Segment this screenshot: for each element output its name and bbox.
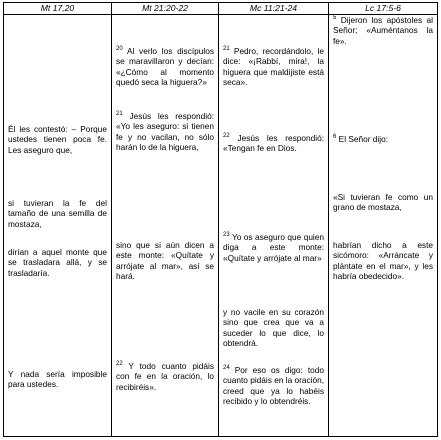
verse-22: [116, 361, 214, 392]
passage-text: si tuvieran la fe del tamaño de una semilla de mostaza,: [8, 198, 107, 229]
passage-text: Y nada sería imposible para ustedes.: [8, 369, 107, 390]
verse-6: [333, 134, 433, 144]
passage-text: «Si tuvieran fe como un grano de mostaza,: [333, 192, 433, 213]
verse-text: Yo os aseguro que quien diga a este monte: «Quítate y arrójate al mar»: [223, 232, 325, 263]
column-mc-11-21-24: [219, 15, 329, 437]
verse-22: [223, 133, 324, 154]
passage-text: dirían a aquel monte que se trasladara allá, y se trasladaría.: [8, 247, 107, 278]
passage-text: sino que si aún dicen a este monte: «Quítate y arrójate al mar», así se hará.: [116, 240, 214, 282]
verse-number: 20: [116, 46, 123, 53]
verse-text: El Señor dijo:: [338, 134, 389, 144]
verse-number: 21: [116, 111, 123, 118]
verse-5: [333, 15, 433, 46]
gospel-comparison-table: [3, 2, 438, 437]
verse-text: Pedro, recordándolo, le dice: «¡Rabbí, mira!, la higuera que maldijiste está seca».: [223, 46, 324, 88]
column-lc-17-5-6: [329, 15, 438, 437]
verse-number: 5: [333, 15, 337, 22]
header-lc-17-5-6: Lc 17:5-6: [329, 3, 438, 15]
verse-text: Dijeron los apóstoles al Señor; «Auméntanos la fe».: [333, 15, 433, 46]
column-mt-21-20-22: [112, 15, 219, 437]
header-row: [4, 3, 438, 15]
passage-text: y no vacile en su corazón sino que crea que va a suceder lo que dice, lo obtendrá.: [223, 307, 324, 349]
column-mt-17-20: [4, 15, 112, 437]
passage-text: Él les contestó: – Porque ustedes tienen poca fe. Les aseguro que,: [8, 124, 107, 155]
verse-number: 22: [116, 361, 123, 368]
verse-number: 21: [223, 46, 230, 53]
header-mt-17-20: Mt 17,20: [4, 3, 112, 15]
verse-number: 23: [223, 232, 230, 239]
body-row: [4, 15, 438, 437]
verse-20: [116, 46, 214, 88]
passage-text: habrían dicho a este sicómoro: «Arráncate y plántate en el mar», y les habría obedecido».: [333, 240, 433, 282]
verse-24: [223, 365, 324, 407]
verse-23: [223, 232, 324, 263]
verse-number: 24: [223, 365, 230, 372]
verse-number: 22: [223, 133, 230, 140]
verse-text: Y todo cuanto pidáis con fe en la oración, lo recibiréis».: [116, 361, 214, 392]
verse-number: 6: [333, 134, 337, 141]
verse-21: [223, 46, 324, 88]
header-mc-11-21-24: Mc 11:21-24: [219, 3, 329, 15]
header-mt-21-20-22: Mt 21:20-22: [112, 3, 219, 15]
verse-text: Al verlo los discípulos se maravillaron y decían: «¿Cómo al momento quedó seca la higuera?»: [116, 46, 214, 88]
verse-text: Por eso os digo: todo cuanto pidáis en la oración, creed que ya lo habéis recibido y lo obtendréis.: [223, 365, 325, 407]
verse-text: Jesús les respondió: «Yo les aseguro: si tienen fe y no vacilan, no sólo harán lo de la higuera,: [116, 111, 214, 153]
verse-text: Jesús les respondió: «Tengan fe en Dios.: [223, 133, 324, 154]
verse-21: [116, 111, 214, 153]
